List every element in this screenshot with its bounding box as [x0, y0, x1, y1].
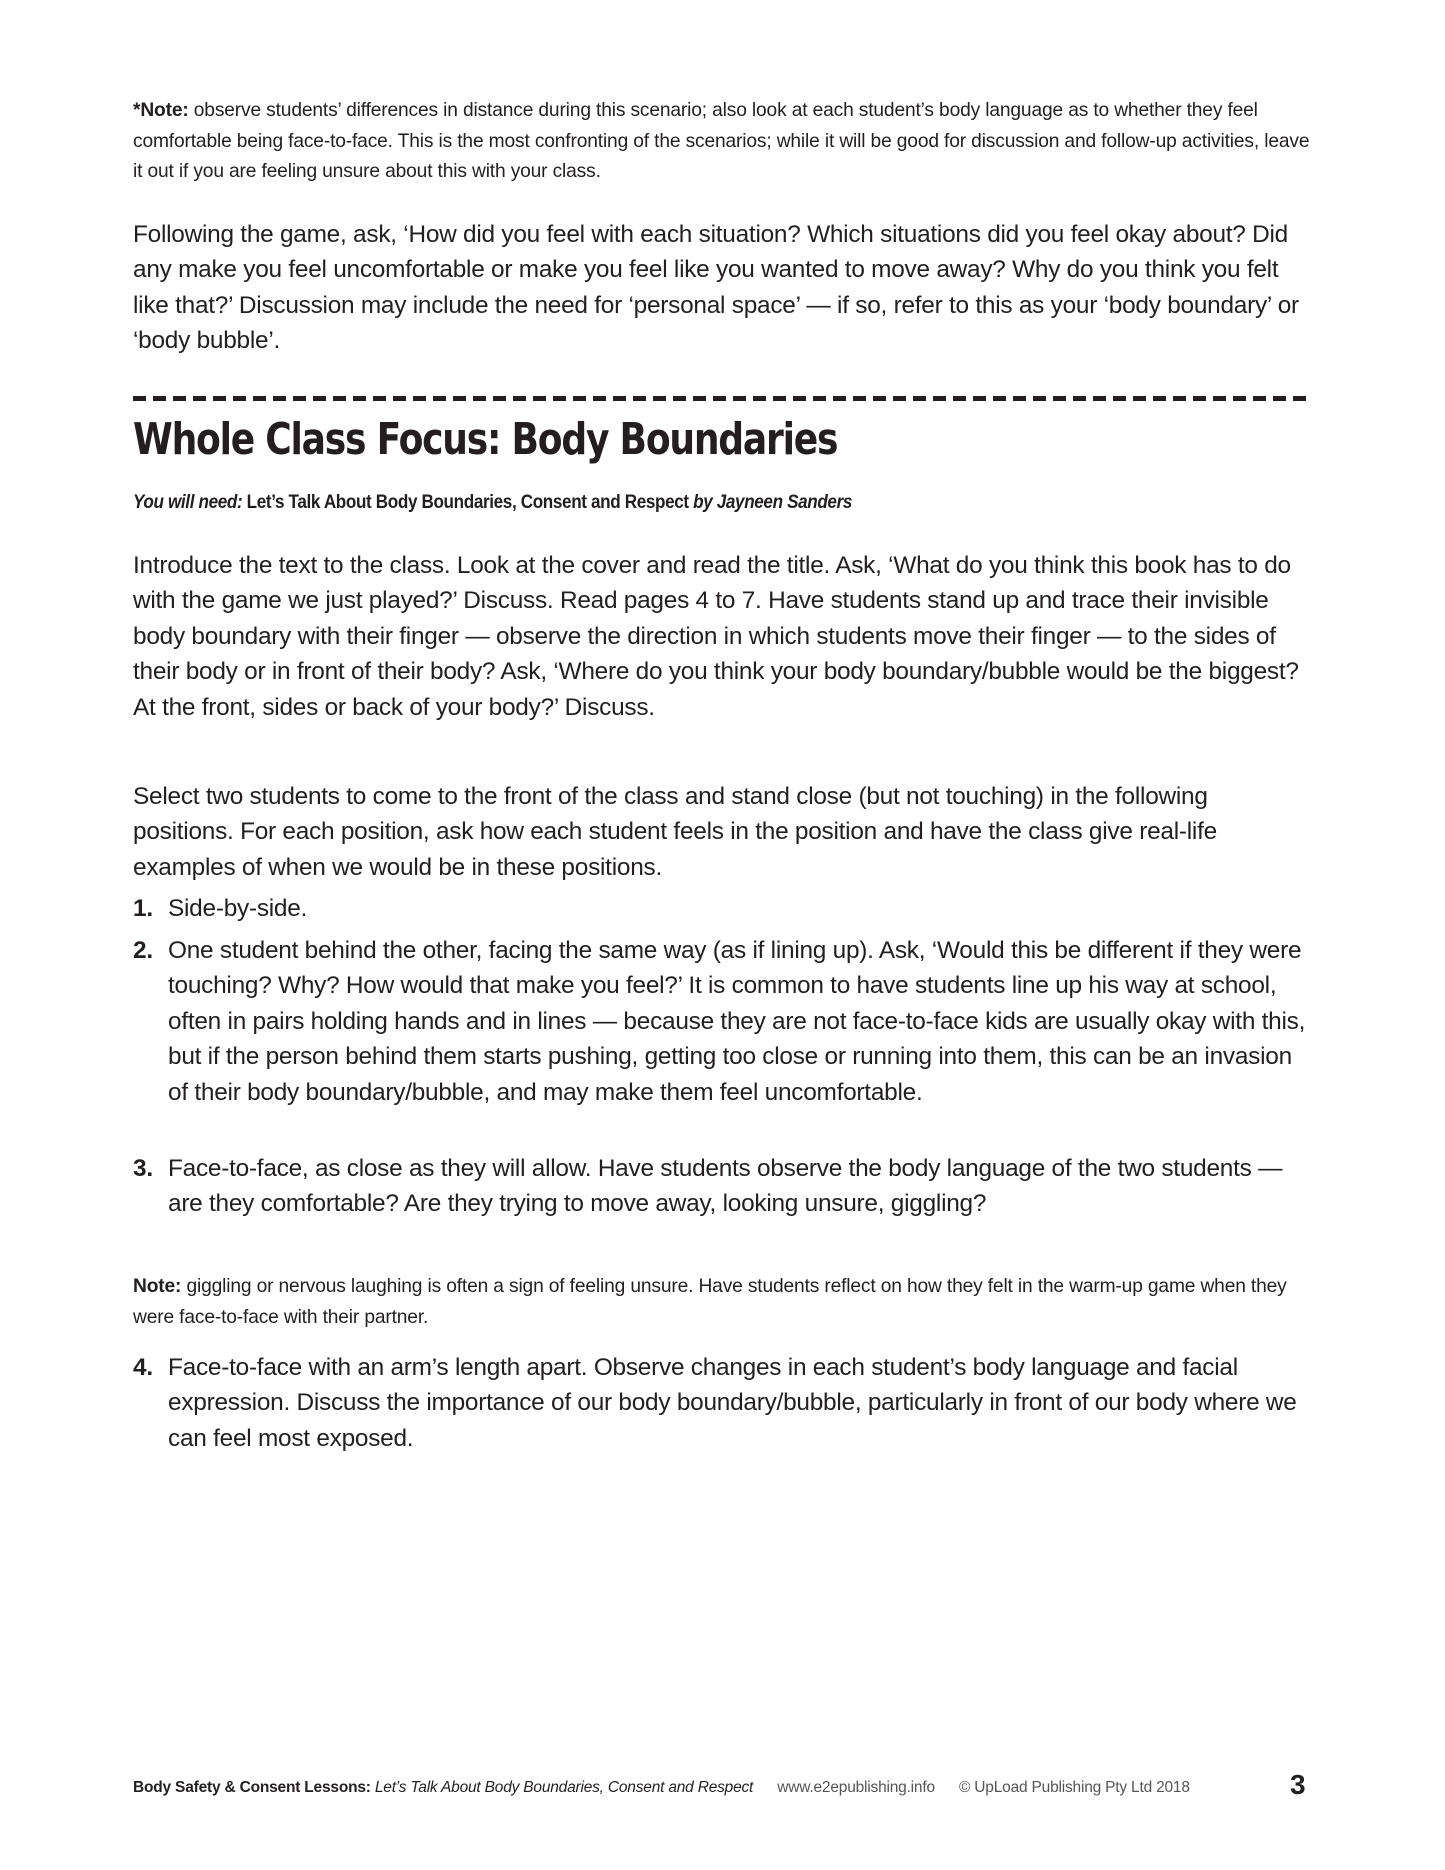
book-title: Let’s Talk About Body Boundaries, Consent and Respect: [242, 492, 694, 513]
position-text: Side-by-side.: [168, 895, 308, 922]
footer-copyright: © UpLoad Publishing Pty Ltd 2018: [958, 1779, 1190, 1796]
note-label: *Note:: [133, 100, 189, 121]
position-number: 3.: [133, 1155, 153, 1182]
position-text: Face-to-face with an arm’s length apart. Observe changes in each student’s body language and facial expression. Discuss the importance of our body boundary/bubble, particularly in front of our body where we can feel most exposed.: [168, 1354, 1297, 1452]
section-heading: Whole Class Focus: Body Boundaries: [133, 414, 838, 465]
position-number: 4.: [133, 1354, 153, 1381]
position-item-1: [133, 891, 1313, 926]
position-item-3: [133, 1151, 1313, 1222]
position-text: One student behind the other, facing the same way (as if lining up). Ask, ‘Would this be different if they were touching? Why? How would that make you feel?’ It is common to have students line up his way at school, often in pairs holding hands and in lines — because they are not face-to-face kids are usually okay with this, but if the person behind them starts pushing, getting too close or running into them, this can be an invasion of their body boundary/bubble, and may make them feel uncomfortable.: [168, 937, 1306, 1106]
footer-series: Body Safety & Consent Lessons:: [133, 1779, 375, 1796]
intro-paragraph: Introduce the text to the class. Look at the cover and read the title. Ask, ‘What do you think this book has to do with the game we just played?’ Discuss. Read pages 4 to 7. Have students stand up and trace their invisible body boundary with their finger — observe the direction in which students move their finger — to the sides of their body or in front of their body? Ask, ‘Where do you think your body boundary/bubble would be the biggest? At the front, sides or back of your body?’ Discuss.: [133, 552, 1299, 721]
position-text: Face-to-face, as close as they will allow. Have students observe the body language of the two students — are they comfortable? Are they trying to move away, looking unsure, giggling?: [168, 1155, 1283, 1218]
footer-website: www.e2epublishing.info: [777, 1779, 935, 1796]
page-number: 3: [1290, 1769, 1306, 1800]
position-item-2: [133, 933, 1313, 1110]
page-footer: [133, 1777, 1190, 1799]
select-paragraph: Select two students to come to the front of the class and stand close (but not touching) in the following positions. For each position, ask how each student feels in the position and have the class give real-life examples of when we would be in these positions.: [133, 783, 1217, 881]
position-item-4: [133, 1350, 1313, 1456]
book-author: by Jayneen Sanders: [693, 492, 853, 513]
you-will-need-line: [133, 490, 852, 516]
position-number: 1.: [133, 895, 153, 922]
dashed-divider: [133, 396, 1313, 401]
note-text: observe students’ differences in distance during this scenario; also look at each student’s body language as to whether they feel comfortable being face-to-face. This is the most confronting of the scenarios; while it will be good for discussion and follow-up activities, leave it out if you are feeling unsure about this with your class.: [133, 100, 1310, 182]
scenario-note: [133, 96, 1313, 188]
note-text: giggling or nervous laughing is often a sign of feeling unsure. Have students reflect on how they felt in the warm-up game when they were face-to-face with their partner.: [133, 1276, 1287, 1328]
note-label: Note:: [133, 1276, 182, 1297]
following-paragraph: Following the game, ask, ‘How did you feel with each situation? Which situations did you feel okay about? Did any make you feel uncomfortable or make you feel like you wanted to move away? Why do you think you felt like that?’ Discussion may include the need for ‘personal space’ — if so, refer to this as your ‘body boundary’ or ‘body bubble’.: [133, 221, 1299, 355]
giggling-note: [133, 1272, 1313, 1333]
position-number: 2.: [133, 937, 153, 964]
footer-book-title: Let’s Talk About Body Boundaries, Consent and Respect: [374, 1779, 754, 1796]
you-will-need-label: You will need:: [133, 492, 243, 513]
